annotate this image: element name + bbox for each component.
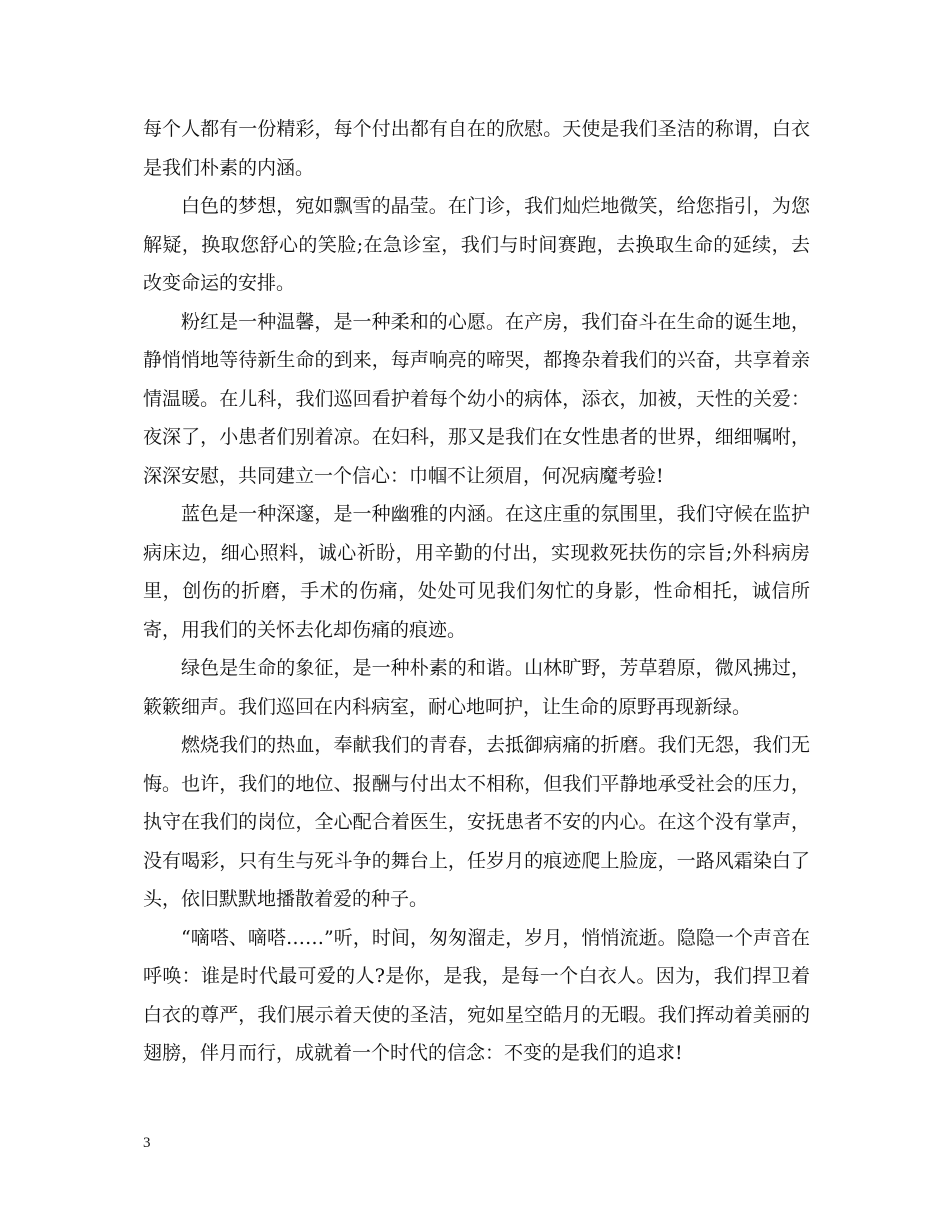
page-number: 3 — [143, 1135, 151, 1151]
paragraph-closing: “嘀嗒、嘀嗒……”听，时间，匆匆溜走，岁月，悄悄流逝。隐隐一个声音在呼唤：谁是时代最可爱的人?是你，是我，是每一个白衣人。因为，我们捍卫着白衣的尊严，我们展示着天使的圣洁，宛如星空皓月的无暇。我们挥动着美丽的翅膀，伴月而行，成就着一个时代的信念：不变的是我们的追求! — [143, 926, 810, 1064]
paragraph-pink: 粉红是一种温馨，是一种柔和的心愿。在产房，我们奋斗在生命的诞生地，静悄悄地等待新生命的到来，每声响亮的啼哭，都搀杂着我们的兴奋，共享着亲情温暖。在儿科，我们巡回看护着每个幼小的病体，添衣，加被，天性的关爱：夜深了，小患者们别着凉。在妇科，那又是我们在女性患者的世界，细细嘱咐，深深安慰，共同建立一个信心：巾帼不让须眉，何况病魔考验! — [143, 310, 810, 487]
paragraph-intro: 每个人都有一份精彩，每个付出都有自在的欣慰。天使是我们圣洁的称谓，白衣是我们朴素的内涵。 — [143, 118, 810, 179]
paragraph-blue: 蓝色是一种深邃，是一种幽雅的内涵。在这庄重的氛围里，我们守候在监护病床边，细心照料，诚心祈盼，用辛勤的付出，实现救死扶伤的宗旨;外科病房里，创伤的折磨，手术的伤痛，处处可见我们匆忙的身影，性命相托，诚信所寄，用我们的关怀去化却伤痛的痕迹。 — [143, 503, 810, 641]
paragraph-green: 绿色是生命的象征，是一种朴素的和谐。山林旷野，芳草碧原，微风拂过，簌簌细声。我们巡回在内科病室，耐心地呵护，让生命的原野再现新绿。 — [143, 657, 810, 718]
paragraph-white: 白色的梦想，宛如飘雪的晶莹。在门诊，我们灿烂地微笑，给您指引，为您解疑，换取您舒心的笑脸;在急诊室，我们与时间赛跑，去换取生命的延续，去改变命运的安排。 — [143, 195, 810, 294]
document-body — [143, 110, 810, 1073]
paragraph-dedication: 燃烧我们的热血，奉献我们的青春，去抵御病痛的折磨。我们无怨，我们无悔。也许，我们的地位、报酬与付出太不相称，但我们平静地承受社会的压力，执守在我们的岗位，全心配合着医生，安抚患者不安的内心。在这个没有掌声，没有喝彩，只有生与死斗争的舞台上，任岁月的痕迹爬上脸庞，一路风霜染白了头，依旧默默地播散着爱的种子。 — [143, 734, 810, 910]
